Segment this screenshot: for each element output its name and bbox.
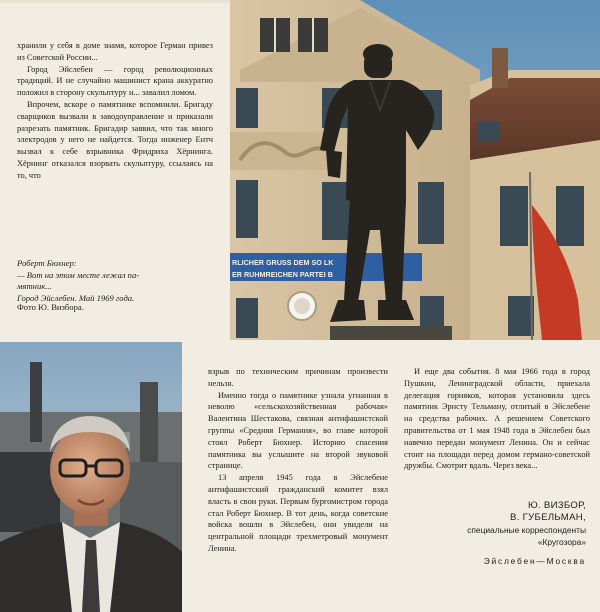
dateline-place: Эйслебен—Москва bbox=[483, 556, 586, 566]
caption-line: — Вот на этом месте лежал па- bbox=[17, 269, 140, 280]
paragraph: 13 апреля 1945 года в Эйслебене антифашистский гражданский комитет взял власть в свои руки. Первым бургомистром города стал Роберт Бюхнер. В тот день, когда советские войска вошли в Эйслебен, они увидели на центральной площади трехметровый монумент Ленина. bbox=[208, 473, 388, 553]
caption-line: мятник... bbox=[17, 281, 52, 292]
robert-buchner-portrait-photo bbox=[0, 342, 182, 612]
author-name: Ю. ВИЗБОР, bbox=[527, 500, 586, 511]
banner-text: RLICHER GRUSS DEM SO LK bbox=[232, 258, 334, 267]
author-signature bbox=[467, 500, 586, 566]
author-name: В. ГУБЕЛЬМАН, bbox=[510, 512, 586, 523]
photo-caption bbox=[17, 258, 217, 304]
article-column-1 bbox=[17, 40, 213, 182]
paragraph: Впрочем, вскоре о памятнике вспомнили. Бригаду сварщиков вызвали в заводоуправление и приказали разрезать памятник. Бригадир заявил, что так много электродов у него не найдется. Тогда инженер Ентч вызвал к себе взрывника Фридриха Хёрнинга. Хёрнинг отказался взорвать скульптуру, ссылаясь на то, что bbox=[17, 99, 213, 180]
author-role: специальные корреспонденты bbox=[467, 525, 586, 535]
article-column-3 bbox=[404, 366, 590, 472]
caption-line: Город Эйслебен. Май 1969 года. bbox=[17, 292, 135, 303]
banner-text: ER RUHMREICHEN PARTEI B bbox=[232, 270, 333, 279]
publication-name: «Кругозора» bbox=[537, 537, 586, 547]
caption-line: Роберт Бюхнер: bbox=[17, 258, 77, 268]
lenin-statue-photo bbox=[230, 0, 600, 340]
paragraph: Именно тогда о памятнике узнала угнанная в неволю «сельскохозяйственная рабочая» Валентина Шестакова, связная антифашистской группы «Средняя Германия», во главе которой стоял Роберт Бюхнер. Историю спасения памятника вы услышите на второй звуковой странице. bbox=[208, 390, 388, 471]
paragraph: взрыв по техническим причинам произвести нельзя. bbox=[208, 367, 388, 388]
paragraph: И еще два события. 8 мая 1966 года в город Пушкин, Ленинградской области, приехала делегация горняков, которая установила здесь памятник Эрнсту Тельману, отлитый в Эйслебене на средства рабочих. А решением Советского правительства от 1 мая 1948 года в Эйслебен был навечно передан монумент Ленина. Он и сейчас стоит на площади перед домом германо-советской дружбы. Смотрит вдаль. Через века... bbox=[404, 367, 590, 471]
photo-credit: Фото Ю. Визбора. bbox=[17, 302, 84, 312]
paragraph: хранили у себя в доме знамя, которое Герман привез из Советской России... bbox=[17, 41, 213, 62]
article-column-2 bbox=[208, 366, 388, 555]
paragraph: Город Эйслебен — город революционных традиций. И не случайно машинист крана аккуратно положил в сторону скульптуру и... завалил ломом. bbox=[17, 64, 213, 98]
